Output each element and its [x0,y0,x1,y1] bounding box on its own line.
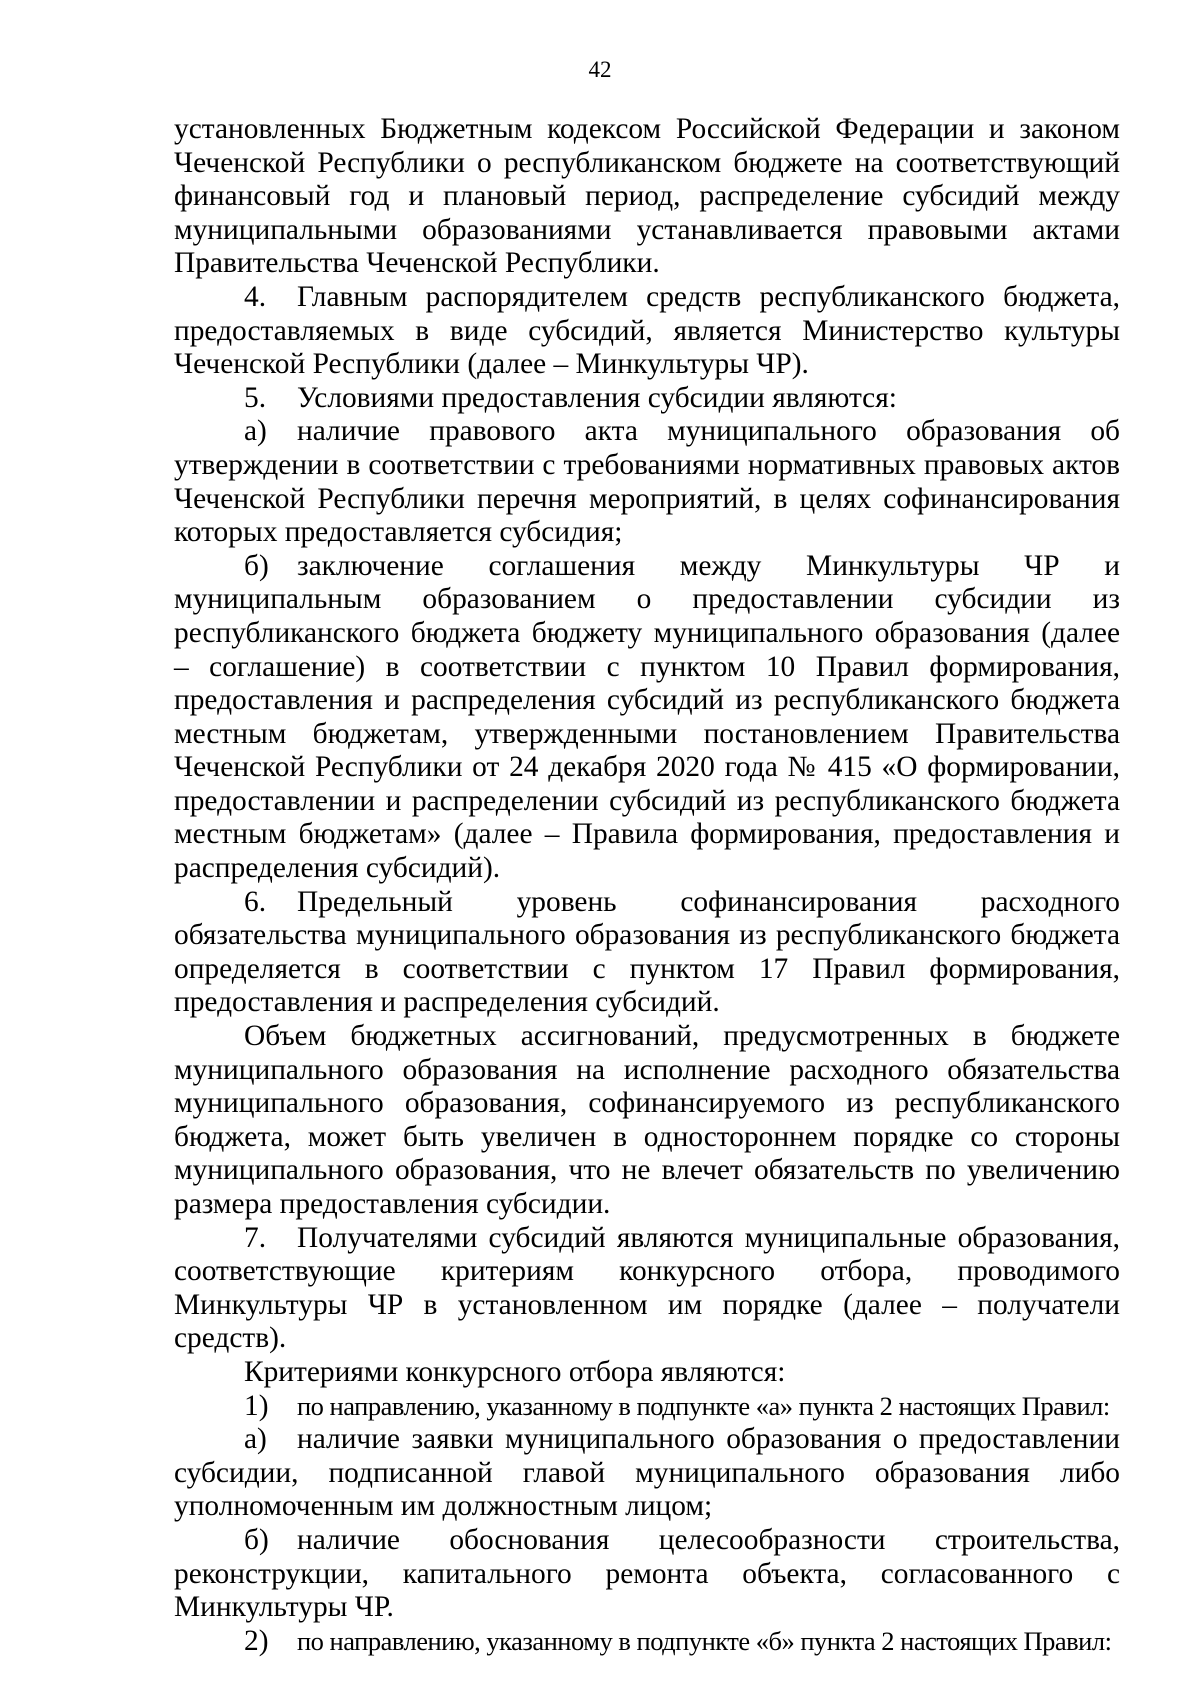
paragraph-subitem-a [174,415,1120,549]
paragraph-criterion-1-a [174,1423,1120,1524]
paragraph-budget-volume: Объем бюджетных ассигнований, предусмотренных в бюджете муниципального образования на исполнение расходного обязательства муниципального образования, софинансируемого из республиканского бюджета, может быть увеличен в одностороннем порядке со стороны муниципального образования, что не влечет обязательств по увеличению размера предоставления субсидии. [174,1020,1120,1220]
paragraph-continuation: установленных Бюджетным кодексом Российской Федерации и законом Чеченской Республики о республиканском бюджете на соответствующий финансовый год и плановый период, распределение субсидий между муниципальными образованиями устанавливается правовыми актами Правительства Чеченской Республики. [174,113,1120,280]
paragraph-criterion-1 [174,1390,1120,1424]
paragraph-text: Условиями предоставления субсидии являются: [297,381,897,414]
paragraph-text: наличие заявки муниципального образования о предоставлении субсидии, подписанной главой муниципального образования либо уполномоченным им должностным лицом; [174,1423,1120,1523]
paragraph-item-5 [174,382,1120,416]
item-number: а) [244,415,267,448]
item-number: б) [244,549,269,582]
item-number: 7. [244,1221,267,1254]
item-number: 6. [244,885,267,918]
page-number: 42 [588,57,612,82]
paragraph-text: заключение соглашения между Минкультуры ЧР и муниципальным образованием о предоставлении субсидии из республиканского бюджета бюджету муниципального образования (далее – соглашение) в соответствии с пунктом 10 Правил формирования, предоставления и распределения субсидий из республиканского бюджета местным бюджетам, утвержденными постановлением Правительства Чеченской Республики от 24 декабря 2020 года № 415 «О формировании, предоставлении и распределении субсидий из республиканского бюджета местным бюджетам» (далее – Правила формирования, предоставления и распределения субсидий). [174,549,1120,885]
paragraph-item-6 [174,886,1120,1020]
paragraph-item-4 [174,281,1120,382]
paragraph-text: Предельный уровень софинансирования расходного обязательства муниципального образования из республиканского бюджета определяется в соответствии с пунктом 17 Правил формирования, предоставления и распределения субсидий. [174,885,1120,1019]
paragraph-criterion-2 [174,1625,1120,1659]
paragraph-text: наличие правового акта муниципального образования об утверждении в соответствии с требованиями нормативных правовых актов Чеченской Республики перечня мероприятий, в целях софинансирования которых предоставляется субсидия; [174,415,1120,549]
paragraph-subitem-b [174,550,1120,886]
paragraph-criteria-heading: Критериями конкурсного отбора являются: [244,1355,786,1388]
paragraph-text: Получателями субсидий являются муниципальные образования, соответствующие критериям конкурсного отбора, проводимого Минкультуры ЧР в установленном им порядке (далее – получатели средств). [174,1221,1120,1355]
item-number: 4. [244,280,267,313]
item-number: а) [244,1423,267,1456]
item-number: 2) [244,1624,269,1657]
document-body [174,113,1120,1658]
item-number: 1) [244,1389,269,1422]
paragraph-text: по направлению, указанному в подпункте «б» пункта 2 настоящих Правил: [297,1625,1112,1656]
paragraph-criterion-1-b [174,1524,1120,1625]
paragraph-item-7 [174,1222,1120,1356]
item-number: 5. [244,381,267,414]
paragraph-text: Главным распорядителем средств республиканского бюджета, предоставляемых в виде субсидий, является Министерство культуры Чеченской Республики (далее – Минкультуры ЧР). [174,280,1120,381]
item-number: б) [244,1523,269,1556]
paragraph-text: по направлению, указанному в подпункте «а» пункта 2 настоящих Правил: [297,1390,1110,1421]
paragraph-text: наличие обоснования целесообразности строительства, реконструкции, капитального ремонта объекта, согласованного с Минкультуры ЧР. [174,1523,1120,1624]
